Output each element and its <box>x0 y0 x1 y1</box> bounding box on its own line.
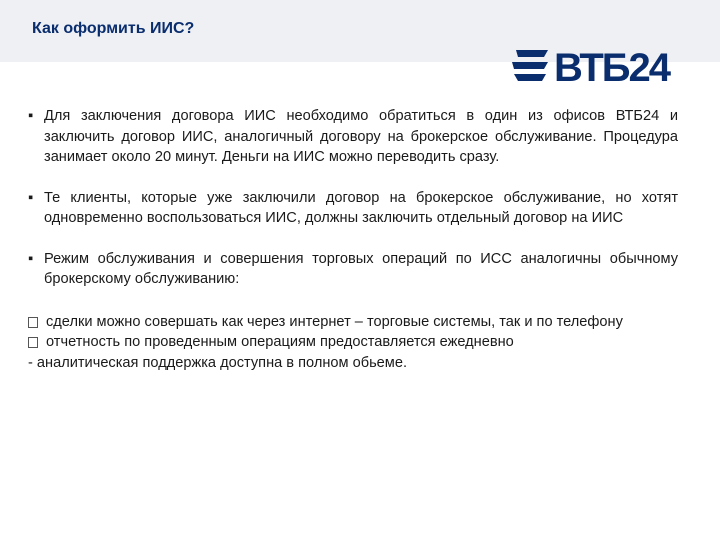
page-title: Как оформить ИИС? <box>32 20 195 37</box>
bullet-icon: ▪ <box>28 250 34 267</box>
last-line: - аналитическая поддержка доступна в полном обьеме. <box>28 354 407 371</box>
sub-item <box>28 312 678 333</box>
sub-item-text: сделки можно совершать как через интернет – торговые системы, так и по телефону <box>46 313 623 330</box>
slide-content <box>28 106 678 373</box>
bullet-text: Те клиенты, которые уже заключили договор на брокерское обслуживание, но хотят одновременно воспользоваться ИИС, должны заключить отдельный договор на ИИС <box>44 189 678 226</box>
bullet-icon: ▪ <box>28 108 34 124</box>
sub-item-text: отчетность по проведенным операциям предоставляется ежедневно <box>46 334 514 350</box>
logo-text: ВТБ24 <box>554 46 670 90</box>
checkbox-bullet-icon <box>28 337 38 348</box>
bullet-item <box>28 106 678 168</box>
bullet-item <box>28 188 678 229</box>
vtb24-logo <box>510 44 682 92</box>
bullet-text: Для заключения договора ИИС необходимо обратиться в один из офисов ВТБ24 и заключить договор ИИС, аналогичный договору на брокерское обслуживание. Процедура занимает около 20 минут. Деньги на ИИС можно переводить сразу. <box>44 108 678 165</box>
sub-item <box>28 332 678 353</box>
bullet-icon: ▪ <box>28 189 34 206</box>
bullet-text: Режим обслуживания и совершения торговых операций по ИСС аналогичны обычному брокерскому обслуживанию: <box>44 250 678 287</box>
vtb-logo-icon <box>510 44 554 92</box>
bullet-item <box>28 249 678 290</box>
checkbox-bullet-icon <box>28 317 38 328</box>
